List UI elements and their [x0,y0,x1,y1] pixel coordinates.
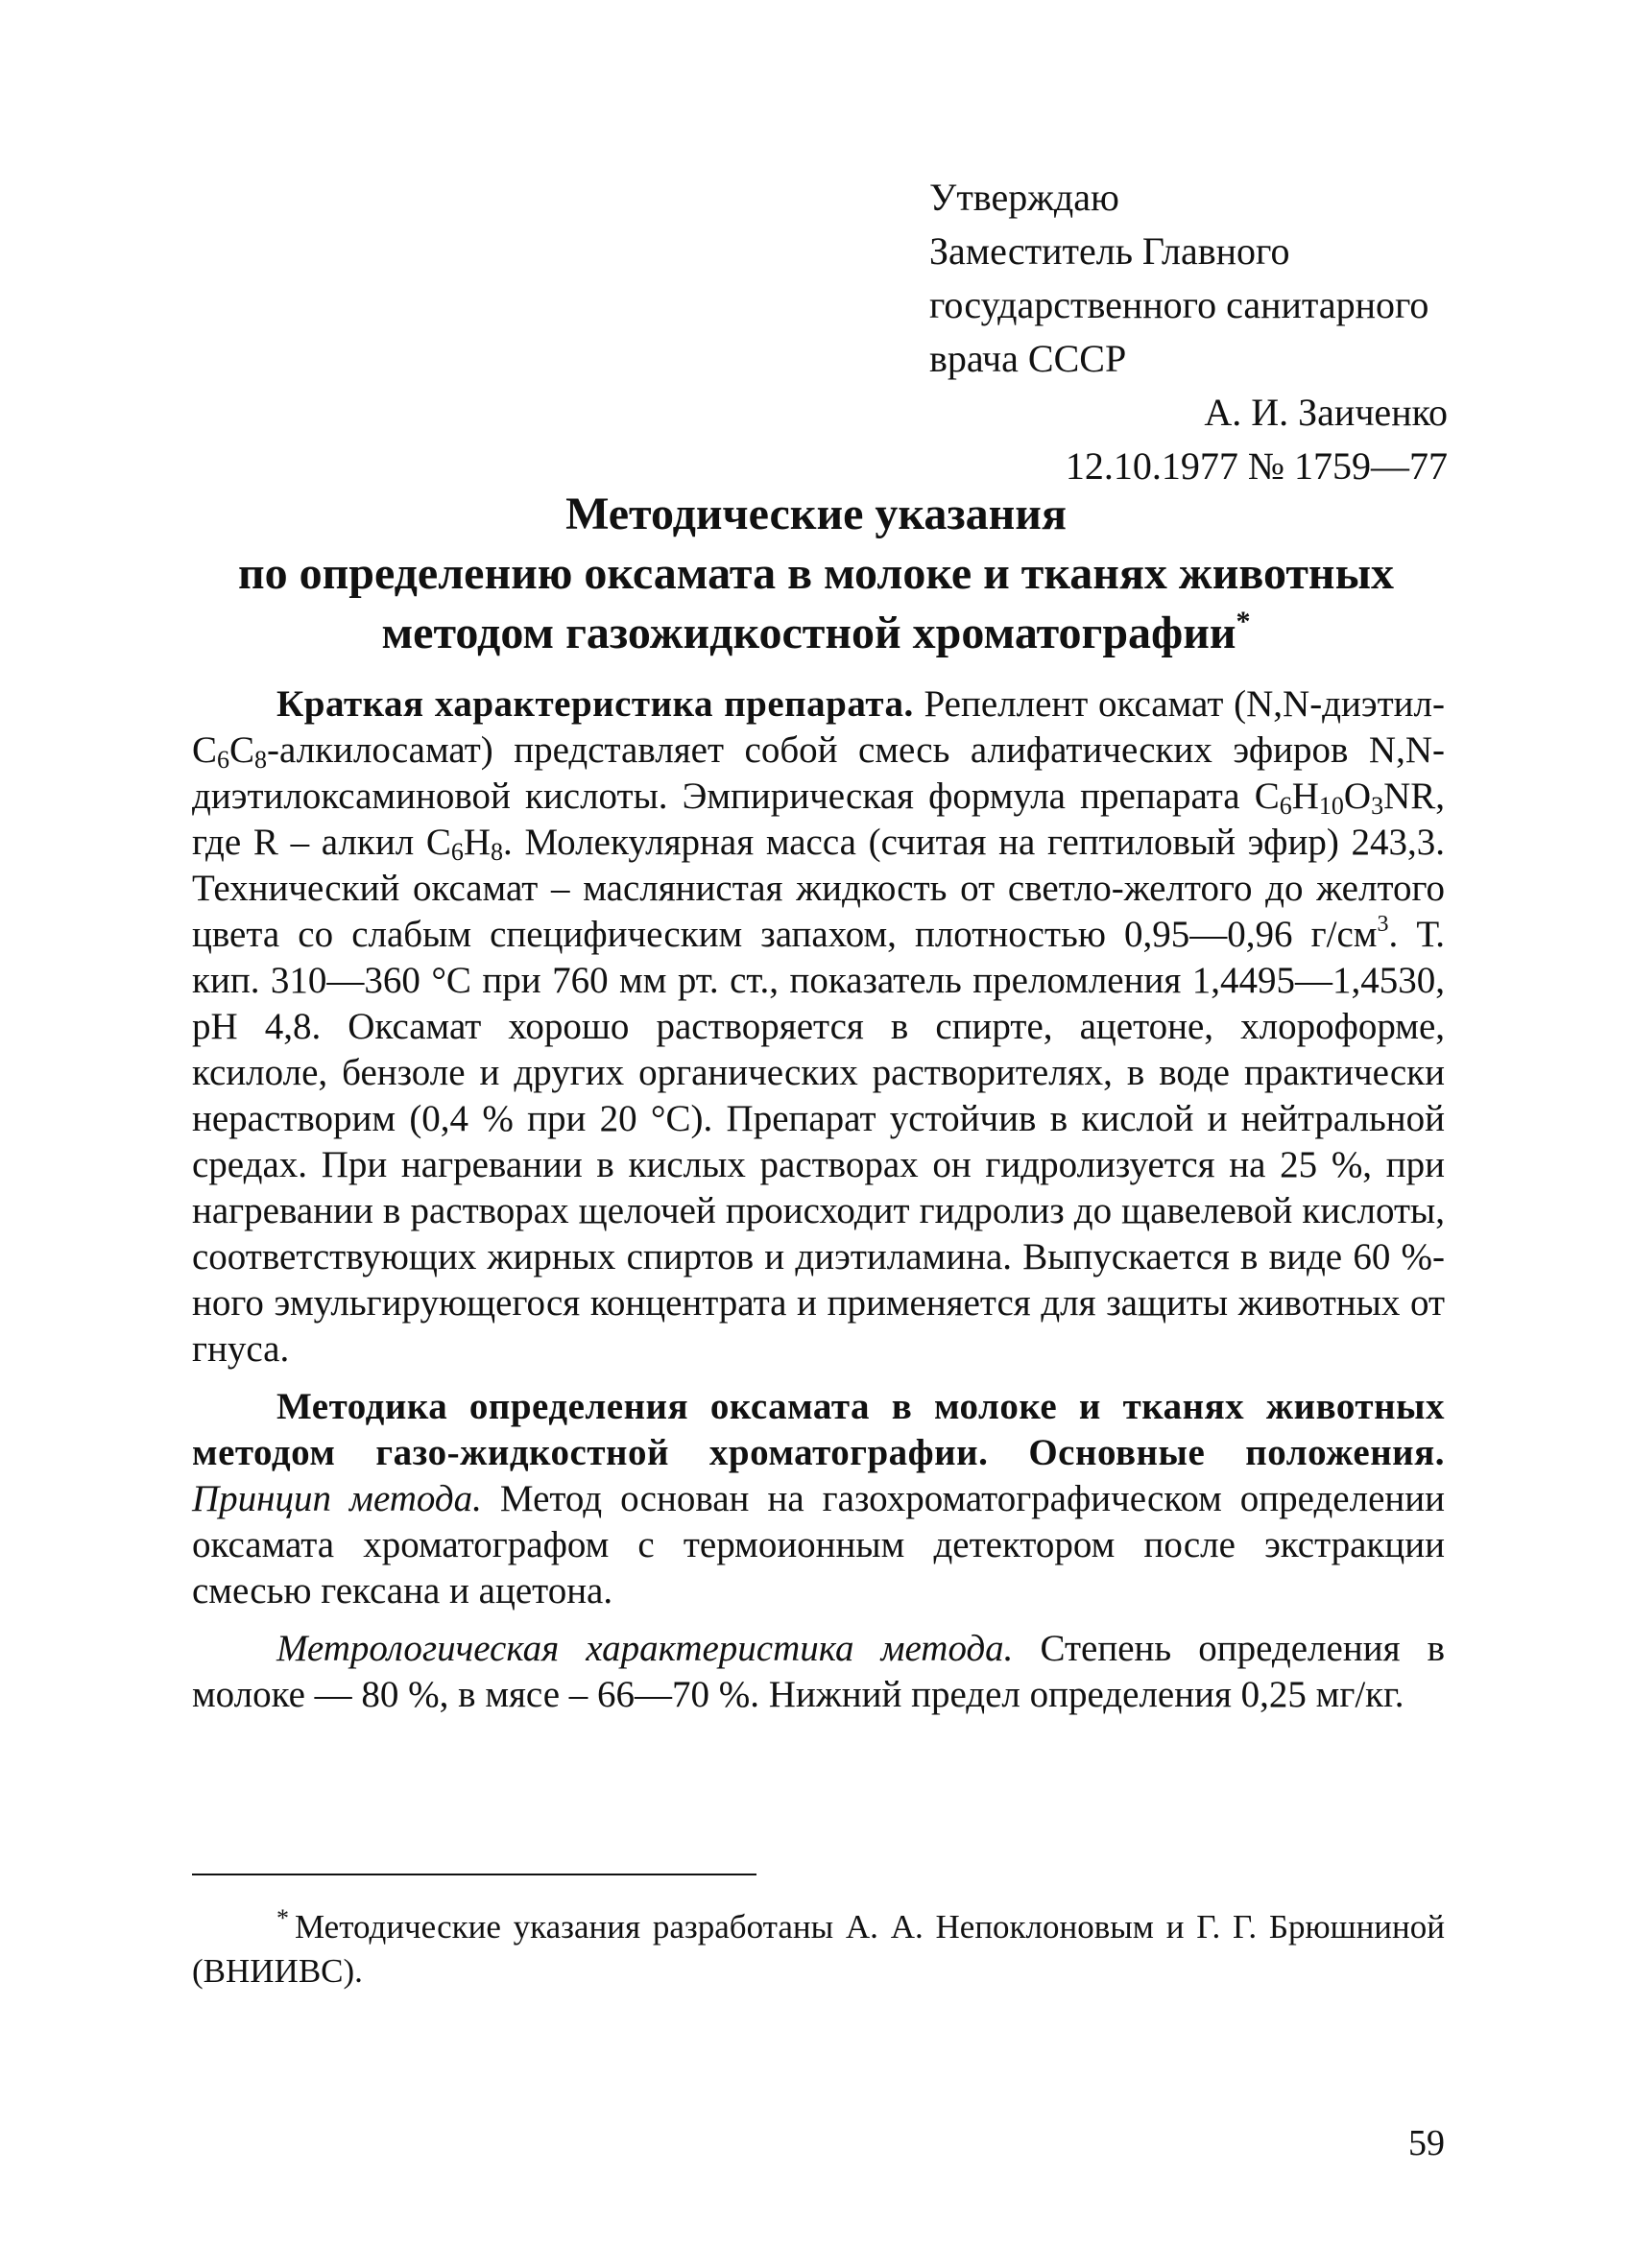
characteristics-text: O [1343,776,1372,817]
approval-line-approve: Утверждаю [929,176,1119,219]
method-heading: Методика определения оксамата в молоке и тканях животных методом газо-жидкостной хроматографии. Основные положения. [192,1386,1445,1473]
metrology-text: Степень определения в молоке — 80 %, в мясе – 66—70 %. Нижний предел определения 0,25 мг/кг. [192,1628,1445,1715]
metrology-label: Метрологическая характеристика метода. [276,1628,1014,1669]
approval-block [929,171,1448,493]
characteristics-text: -алкилосамат) представляет собой смесь алифатических эфиров N,N-диэтилоксаминовой кислоты. Эмпирическая формула препарата C [192,729,1445,817]
paragraph-metrology [192,1626,1445,1718]
subscript: 6 [450,838,464,866]
document-title [182,485,1450,663]
page-number: 59 [1408,2123,1445,2163]
approval-signer: А. И. Заиченко [1204,391,1448,434]
approval-date-number: 12.10.1977 № 1759—77 [1065,444,1448,488]
principle-label: Принцип метода. [192,1478,482,1519]
footnote [192,1905,1445,1993]
subscript: 10 [1318,792,1344,820]
paragraph-method [192,1384,1445,1614]
principle-text: Метод основан на газохроматографическом определении оксамата хроматографом с термоионным детектором после экстракции смесью гексана и ацетона. [192,1478,1445,1611]
characteristics-text: Репеллент оксамат (N,N-диэтил-C [192,683,1446,771]
approval-line-position: Заместитель Главного [929,229,1290,273]
approval-line-position-3: врача СССР [929,337,1127,380]
document-body [192,681,1445,1730]
title-footnote-mark: * [1236,606,1251,637]
footnote-divider [192,1874,756,1875]
subscript: 3 [1371,792,1384,820]
characteristics-heading: Краткая характеристика препарата. [276,683,914,725]
characteristics-text: . Т. кип. 310—360 °C при 760 мм рт. ст., показатель преломления 1,4495—1,4530, pH 4,8. Оксамат хорошо растворяется в спирте, ацетоне, хлороформе, ксилоле, бензоле и других органических растворителях, в воде практически нерастворим (0,4 % при 20 °C). Препарат устойчив в кислой и нейтральной средах. При нагревании в кислых растворах он гидролизуется на 25 %, при нагревании в растворах щелочей происходит гидролиз до щавелевой кислоты, соответствующих жирных спиртов и диэтиламина. Выпускается в виде 60 %-ного эмульгирующегося концентрата и применяется для защиты животных от гнуса. [192,914,1446,1370]
characteristics-text: H [463,822,492,863]
approval-line-position-2: государственного санитарного [929,283,1429,326]
paragraph-characteristics [192,681,1445,1373]
characteristics-text: NR, где R – алкил C [192,776,1445,863]
characteristics-text: H [1291,776,1319,817]
title-line-1: Методические указания [565,489,1067,539]
subscript: 6 [1279,792,1292,820]
footnote-mark: * [276,1904,289,1932]
subscript: 8 [254,746,268,774]
characteristics-text: . Молекулярная масса (считая на гептиловый эфир) 243,3. Технический оксамат – маслянистая жидкость от светло-желтого до желтого цвета со слабым специфическим запахом, плотностью 0,95—0,96 г/см [192,822,1445,955]
title-line-3 [182,604,1450,663]
superscript: 3 [1377,912,1389,937]
title-line-2: по определению оксамата в молоке и тканях животных [237,548,1395,599]
title-line-3-text: методом газожидкостной хроматографии [381,608,1236,658]
characteristics-text: C [229,729,255,771]
subscript: 8 [491,838,504,866]
footnote-text: Методические указания разработаны А. А. Непоклоновым и Г. Г. Брюшниной (ВНИИВС). [192,1908,1445,1990]
subscript: 6 [217,746,230,774]
